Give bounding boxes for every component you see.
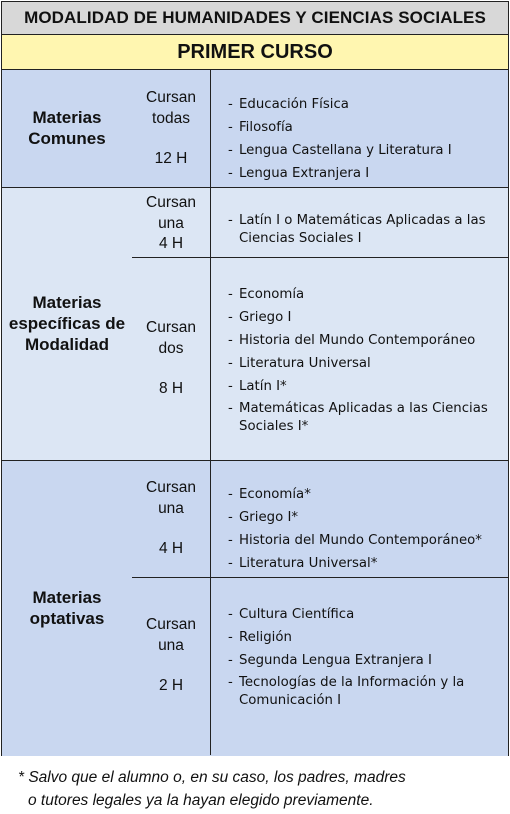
subject-name: Griego I* — [239, 510, 299, 525]
page-title: MODALIDAD DE HUMANIDADES Y CIENCIAS SOCIALES — [1, 1, 509, 35]
hours-line: Cursan — [146, 616, 196, 633]
hours-line: 4 H — [158, 540, 184, 557]
subject-item — [228, 603, 500, 626]
hours-cell — [132, 615, 210, 697]
footnote — [18, 766, 498, 812]
subject-name: Latín I* — [239, 379, 287, 394]
category-label: Materias específicas de Modalidad — [8, 293, 126, 354]
subject-item — [228, 116, 500, 139]
dash-bullet-icon: - — [228, 287, 233, 302]
hours-line: una — [158, 499, 184, 517]
subject-item — [228, 529, 500, 552]
dash-bullet-icon: - — [228, 401, 233, 416]
dash-bullet-icon: - — [228, 607, 233, 622]
dash-bullet-icon: - — [228, 97, 233, 112]
subject-name: Tecnologías de la Información y la Comunicación I — [239, 675, 465, 708]
dash-bullet-icon: - — [228, 379, 233, 394]
hours-line: Cursan — [146, 479, 196, 496]
subject-name: Matemáticas Aplicadas a las Ciencias Sociales I* — [239, 401, 488, 434]
subject-name: Lengua Castellana y Literatura I — [239, 143, 452, 158]
hours-line: Cursan — [146, 319, 196, 336]
dash-bullet-icon: - — [228, 356, 233, 371]
subject-list — [228, 483, 500, 575]
hours-line: una — [158, 636, 184, 654]
category-label: Materias Comunes — [28, 108, 106, 148]
hours-line — [132, 656, 210, 676]
dash-bullet-icon: - — [228, 630, 233, 645]
group-divider — [132, 257, 508, 258]
subject-item — [228, 306, 500, 329]
subject-name: Lengua Extranjera I — [239, 166, 370, 181]
subject-item — [228, 400, 500, 436]
hours-line: dos — [158, 339, 184, 357]
subject-name: Historia del Mundo Contemporáneo — [239, 333, 476, 348]
subject-name: Literatura Universal — [239, 356, 371, 371]
subject-name: Segunda Lengua Extranjera I — [239, 653, 432, 668]
hours-line: todas — [152, 109, 190, 127]
subject-item — [228, 283, 500, 306]
hours-line: una — [158, 214, 184, 232]
footnote-line: * Salvo que el alumno o, en su caso, los padres, madres — [18, 769, 406, 786]
subject-name: Historia del Mundo Contemporáneo* — [239, 533, 482, 548]
subject-item — [228, 649, 500, 672]
subject-item — [228, 212, 500, 248]
dash-bullet-icon: - — [228, 213, 233, 228]
hours-line — [132, 129, 210, 149]
hours-line — [132, 359, 210, 379]
subject-name: Educación Física — [239, 97, 349, 112]
hours-line: 12 H — [154, 150, 188, 167]
hours-line: Cursan — [146, 194, 196, 211]
course-title: PRIMER CURSO — [1, 35, 509, 70]
subject-name: Economía* — [239, 487, 311, 502]
dash-bullet-icon: - — [228, 675, 233, 690]
dash-bullet-icon: - — [228, 333, 233, 348]
hours-line — [132, 519, 210, 539]
dash-bullet-icon: - — [228, 556, 233, 571]
category-label: Materias optativas — [29, 588, 105, 628]
subject-name: Latín I o Matemáticas Aplicadas a las Ciencias Sociales I — [239, 213, 486, 246]
subject-item — [228, 162, 500, 185]
subject-name: Filosofía — [239, 120, 293, 135]
dash-bullet-icon: - — [228, 310, 233, 325]
dash-bullet-icon: - — [228, 143, 233, 158]
dash-bullet-icon: - — [228, 510, 233, 525]
group-divider — [132, 577, 508, 578]
subject-item — [228, 626, 500, 649]
subject-list — [228, 283, 500, 439]
subject-item — [228, 483, 500, 506]
dash-bullet-icon: - — [228, 533, 233, 548]
subject-name: Economía — [239, 287, 305, 302]
dash-bullet-icon: - — [228, 653, 233, 668]
column-divider — [210, 70, 211, 755]
subject-item — [228, 375, 500, 398]
hours-line: 8 H — [158, 380, 184, 397]
subject-item — [228, 352, 500, 375]
subject-item — [228, 93, 500, 116]
dash-bullet-icon: - — [228, 120, 233, 135]
hours-line: Cursan — [146, 89, 196, 106]
subject-item — [228, 674, 500, 710]
subjects-table — [1, 70, 509, 756]
dash-bullet-icon: - — [228, 487, 233, 502]
hours-cell — [132, 193, 210, 255]
subject-item — [228, 552, 500, 575]
subject-list — [228, 93, 500, 185]
footnote-line: o tutores legales ya la hayan elegido previamente. — [28, 792, 374, 809]
subject-name: Griego I — [239, 310, 292, 325]
subject-list — [228, 603, 500, 713]
subject-item — [228, 139, 500, 162]
hours-cell — [132, 478, 210, 560]
subject-name: Religión — [239, 630, 292, 645]
dash-bullet-icon: - — [228, 166, 233, 181]
hours-cell — [132, 88, 210, 170]
subject-name: Literatura Universal* — [239, 556, 378, 571]
hours-cell — [132, 318, 210, 400]
hours-line: 4 H — [158, 235, 184, 252]
subject-item — [228, 329, 500, 352]
subject-list — [228, 210, 500, 251]
subject-item — [228, 506, 500, 529]
subject-name: Cultura Científica — [239, 607, 355, 622]
hours-line: 2 H — [158, 677, 184, 694]
